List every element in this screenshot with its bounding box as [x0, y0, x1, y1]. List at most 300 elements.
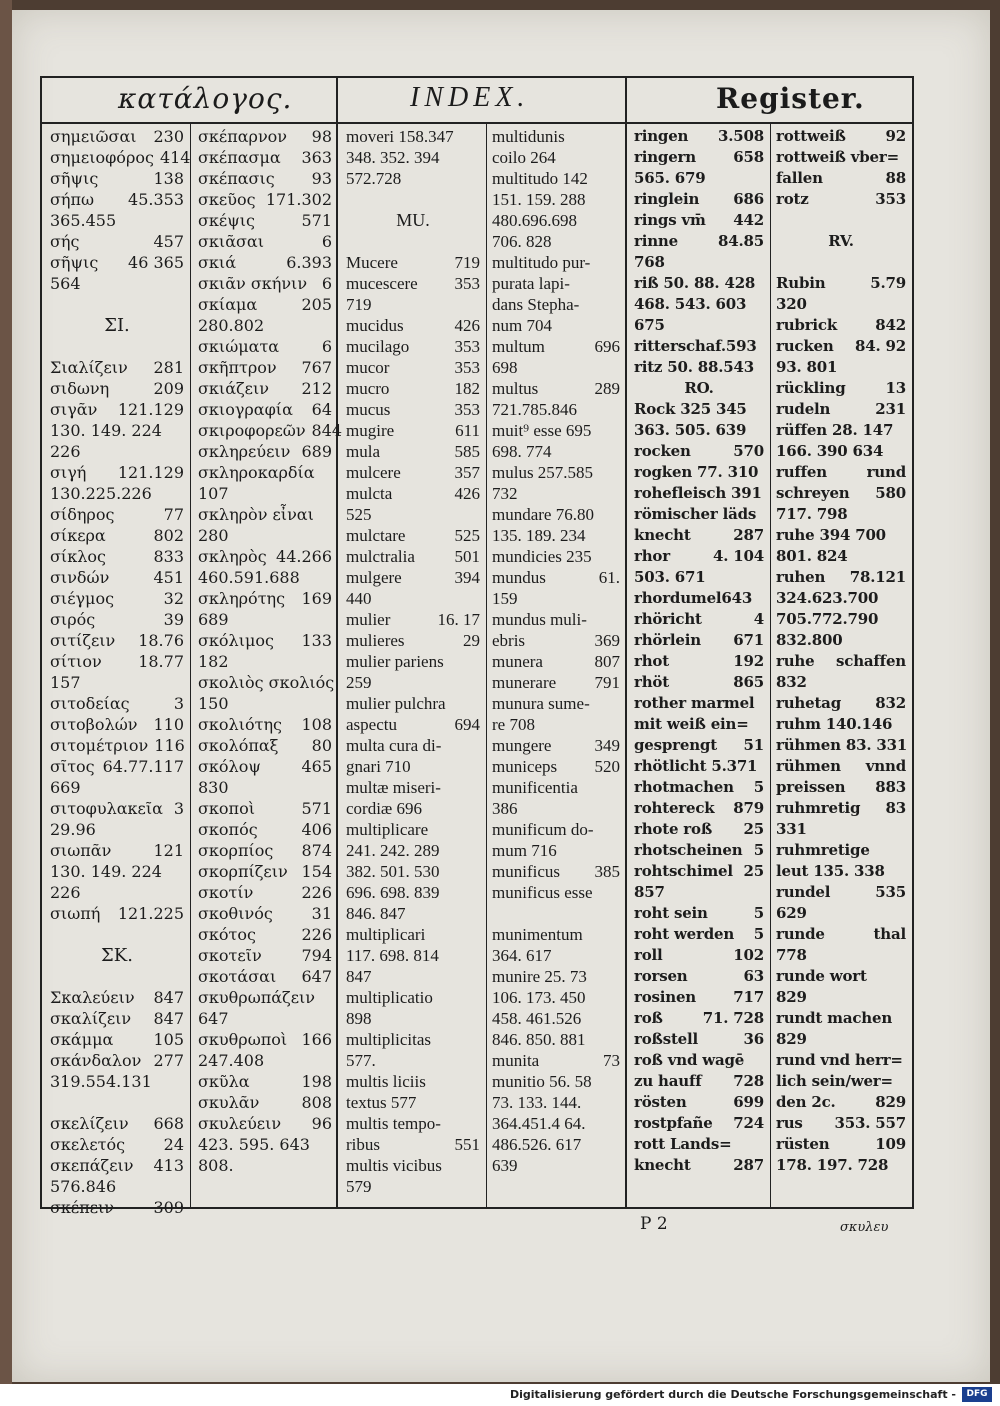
entry-term: 182	[198, 652, 229, 671]
entry-term: mulier	[346, 610, 391, 629]
index-entry	[198, 840, 332, 861]
index-entry	[492, 693, 620, 714]
entry-term: σκιάζειν	[198, 379, 269, 398]
entry-term: σκεῦος	[198, 190, 256, 209]
entry-term: σκόλοψ	[198, 757, 261, 776]
entry-term: σκιογραφία	[198, 400, 293, 419]
entry-term: MU.	[396, 210, 430, 230]
entry-pages: 847	[153, 1009, 184, 1028]
index-entry	[634, 1155, 764, 1176]
entry-pages: 694	[454, 715, 480, 734]
index-entry	[776, 651, 906, 672]
index-entry	[776, 546, 906, 567]
index-entry	[198, 1092, 332, 1113]
entry-term: munura sume-	[492, 694, 590, 713]
entry-term: 324.623.700	[776, 589, 879, 607]
index-entry	[776, 168, 906, 189]
entry-pages: 309	[153, 1198, 184, 1217]
entry-term: 440	[346, 589, 372, 608]
index-entry	[198, 273, 332, 294]
index-entry	[492, 1071, 620, 1092]
entry-pages: 166	[301, 1030, 332, 1049]
entry-pages: 457	[153, 232, 184, 251]
entry-term: σιρός	[50, 610, 96, 629]
entry-term: munificus esse	[492, 883, 593, 902]
entry-term: 157	[50, 673, 81, 692]
entry-pages: 44.266	[276, 547, 332, 566]
entry-pages: 93	[311, 169, 332, 188]
index-entry	[346, 315, 480, 336]
index-entry	[346, 483, 480, 504]
entry-term: rüsten	[776, 1135, 830, 1153]
entry-term: 151. 159. 288	[492, 190, 586, 209]
entry-pages: 84. 92	[855, 337, 906, 355]
book-edge	[0, 0, 12, 1406]
index-entry	[346, 462, 480, 483]
entry-pages: 5.79	[870, 274, 906, 292]
entry-term: 106. 173. 450	[492, 988, 586, 1007]
entry-pages: 611	[455, 421, 480, 440]
index-entry	[50, 210, 184, 231]
entry-term: Rubin	[776, 274, 826, 292]
entry-term: multiplicatio	[346, 988, 433, 1007]
index-entry	[346, 777, 480, 798]
index-entry	[776, 441, 906, 462]
index-entry	[198, 1050, 332, 1071]
index-entry	[776, 567, 906, 588]
entry-pages: 353	[454, 274, 480, 293]
index-entry	[776, 714, 906, 735]
index-entry	[492, 651, 620, 672]
entry-pages: thal	[873, 925, 906, 943]
section-heading	[50, 315, 184, 336]
entry-term: 801. 824	[776, 547, 848, 565]
entry-pages: 442	[733, 211, 764, 229]
index-entry	[346, 672, 480, 693]
index-entry	[776, 483, 906, 504]
entry-pages: 671	[733, 631, 764, 649]
entry-pages: 844	[311, 421, 343, 440]
index-entry	[50, 1113, 184, 1134]
left-border	[40, 76, 42, 1208]
entry-term: σήπω	[50, 190, 95, 209]
index-entry	[198, 945, 332, 966]
entry-term: rudeln	[776, 400, 831, 418]
index-entry	[198, 903, 332, 924]
index-entry	[634, 966, 764, 987]
entry-term: σημειοφόρος	[50, 148, 154, 167]
entry-term: σῆψις	[50, 253, 99, 272]
entry-term: munire 25. 73	[492, 967, 587, 986]
index-entry	[492, 672, 620, 693]
index-entry	[634, 987, 764, 1008]
index-entry	[198, 336, 332, 357]
index-entry	[198, 966, 332, 987]
index-entry	[50, 588, 184, 609]
index-entry	[634, 315, 764, 336]
index-entry	[50, 525, 184, 546]
index-entry	[198, 1113, 332, 1134]
index-entry	[346, 252, 480, 273]
entry-term: 166. 390 634	[776, 442, 884, 460]
entry-term: ringen	[634, 127, 689, 145]
index-entry	[346, 399, 480, 420]
index-entry	[346, 294, 480, 315]
entry-term: rückling	[776, 379, 846, 397]
index-entry	[198, 882, 332, 903]
entry-term: σκέπειν	[50, 1198, 115, 1217]
index-entry	[346, 189, 480, 210]
header-rule	[40, 122, 914, 124]
entry-term: 503. 671	[634, 568, 706, 586]
entry-term: Σιαλίζειν	[50, 358, 128, 377]
index-entry	[198, 861, 332, 882]
entry-term: mungere	[492, 736, 552, 755]
entry-term: rogken 77. 310	[634, 463, 759, 481]
entry-term: mulctare	[346, 526, 406, 545]
index-entry	[776, 819, 906, 840]
entry-term: Mucere	[346, 253, 398, 272]
entry-pages: 13	[885, 379, 906, 397]
entry-pages: 585	[454, 442, 480, 461]
index-entry	[634, 483, 764, 504]
index-entry	[776, 1008, 906, 1029]
entry-pages: 829	[875, 1093, 906, 1111]
index-entry	[492, 987, 620, 1008]
index-entry	[492, 630, 620, 651]
index-entry	[634, 525, 764, 546]
index-entry	[346, 882, 480, 903]
entry-pages: 121	[153, 841, 184, 860]
entry-term: 768	[634, 253, 665, 271]
entry-term: 717. 798	[776, 505, 848, 523]
index-entry	[198, 147, 332, 168]
entry-term: 117. 698. 814	[346, 946, 439, 965]
index-entry	[50, 189, 184, 210]
index-entry	[346, 714, 480, 735]
entry-term: 689	[198, 610, 229, 629]
entry-pages: 84.85	[718, 232, 764, 250]
entry-term: 579	[346, 1177, 372, 1196]
entry-pages: 6.393	[286, 253, 332, 272]
index-entry	[50, 273, 184, 294]
entry-term: σκυλεύειν	[198, 1114, 282, 1133]
entry-term: σκυλᾶν	[198, 1093, 260, 1112]
index-entry	[198, 714, 332, 735]
entry-term: σινδών	[50, 568, 110, 587]
index-entry	[492, 399, 620, 420]
entry-term: σκελίζειν	[50, 1114, 129, 1133]
index-entry	[198, 1029, 332, 1050]
entry-pages: 121.129	[117, 463, 184, 482]
entry-pages: 385	[594, 862, 620, 881]
column-german-1	[634, 126, 764, 1176]
entry-term: roht sein	[634, 904, 708, 922]
entry-pages: 51	[743, 736, 764, 754]
entry-term: σκέπασμα	[198, 148, 281, 167]
entry-pages: 4. 104	[713, 547, 764, 565]
entry-term: runde wort	[776, 967, 867, 985]
index-entry	[346, 588, 480, 609]
entry-pages: 64.77.117	[102, 757, 184, 776]
entry-term: mum 716	[492, 841, 557, 860]
index-entry	[492, 252, 620, 273]
entry-term: multiplicitas	[346, 1030, 431, 1049]
entry-pages: 3	[173, 694, 184, 713]
entry-term: 778	[776, 946, 807, 964]
entry-term: 73. 133. 144.	[492, 1093, 582, 1112]
index-entry	[346, 924, 480, 945]
index-entry	[198, 546, 332, 567]
index-entry	[50, 420, 184, 441]
index-entry	[634, 420, 764, 441]
entry-term: σιτοδείας	[50, 694, 130, 713]
index-entry	[346, 1008, 480, 1029]
entry-term: multis tempo-	[346, 1114, 441, 1133]
entry-pages: 5	[753, 904, 764, 922]
entry-term: rhöt	[634, 673, 669, 691]
entry-term: moveri 158.347	[346, 127, 454, 146]
entry-term: σκέπαρνον	[198, 127, 288, 146]
entry-term: σκιᾶν σκήνιν	[198, 274, 308, 293]
entry-pages: 39	[163, 610, 184, 629]
index-entry	[492, 735, 620, 756]
index-entry	[776, 378, 906, 399]
entry-term: riß 50. 88. 428	[634, 274, 756, 292]
index-entry	[492, 714, 620, 735]
index-entry	[634, 630, 764, 651]
entry-term: ruhe 394 700	[776, 526, 886, 544]
index-entry	[634, 168, 764, 189]
index-entry	[492, 1134, 620, 1155]
index-entry	[50, 840, 184, 861]
index-entry	[634, 840, 764, 861]
entry-term: 675	[634, 316, 665, 334]
entry-term: 159	[492, 589, 518, 608]
entry-term: gnari 710	[346, 757, 411, 776]
entry-term: zu hauff	[634, 1072, 702, 1090]
index-entry	[492, 882, 620, 903]
index-entry	[634, 1092, 764, 1113]
entry-term: σῆψις	[50, 169, 99, 188]
index-entry	[346, 231, 480, 252]
entry-term: 130. 149. 224	[50, 862, 162, 881]
index-entry	[776, 735, 906, 756]
entry-pages: 230	[153, 127, 184, 146]
index-entry	[492, 966, 620, 987]
index-entry	[492, 231, 620, 252]
heading-latin: INDEX.	[410, 82, 530, 113]
index-entry	[50, 546, 184, 567]
entry-term: rundel	[776, 883, 831, 901]
index-entry	[776, 588, 906, 609]
entry-term: 832.800	[776, 631, 843, 649]
index-entry	[346, 546, 480, 567]
entry-pages: 6	[321, 232, 332, 251]
entry-term: rhor	[634, 547, 670, 565]
entry-term: 241. 242. 289	[346, 841, 440, 860]
entry-pages: 570	[733, 442, 764, 460]
dfg-logo: DFG	[962, 1387, 992, 1402]
index-entry	[50, 294, 184, 315]
index-entry	[198, 777, 332, 798]
entry-pages: 501	[454, 547, 480, 566]
index-entry	[346, 798, 480, 819]
entry-pages: 64	[311, 400, 332, 419]
index-entry	[198, 168, 332, 189]
entry-term: rhotmachen	[634, 778, 734, 796]
index-entry	[492, 441, 620, 462]
entry-term: 698. 774	[492, 442, 552, 461]
entry-pages: 78.121	[849, 568, 906, 586]
entry-term: roß	[634, 1009, 663, 1027]
entry-term: mulcere	[346, 463, 401, 482]
entry-term: 639	[492, 1156, 518, 1175]
index-entry	[492, 189, 620, 210]
entry-term: σκληρὸν εἶναι	[198, 505, 314, 524]
index-entry	[50, 903, 184, 924]
entry-term: multidunis	[492, 127, 565, 146]
entry-term: runde	[776, 925, 825, 943]
entry-term: σκελετός	[50, 1135, 126, 1154]
index-entry	[50, 126, 184, 147]
entry-term: preissen	[776, 778, 846, 796]
index-entry	[492, 126, 620, 147]
index-entry	[50, 357, 184, 378]
index-entry	[776, 1092, 906, 1113]
index-entry	[50, 252, 184, 273]
entry-pages: 61.	[598, 568, 620, 587]
index-entry	[776, 294, 906, 315]
entry-term: cordiæ 696	[346, 799, 423, 818]
index-entry	[492, 609, 620, 630]
entry-term: σκῆπτρον	[198, 358, 277, 377]
entry-term: roß vnd wagē	[634, 1051, 745, 1069]
entry-term: purata lapi-	[492, 274, 570, 293]
entry-pages: 791	[594, 673, 620, 692]
entry-pages: 24	[163, 1135, 184, 1154]
index-entry	[346, 756, 480, 777]
entry-term: knecht	[634, 526, 691, 544]
index-entry	[776, 1134, 906, 1155]
entry-pages: 525	[454, 526, 480, 545]
entry-term: σῖτος	[50, 757, 95, 776]
entry-term: σκόλιμος	[198, 631, 274, 650]
index-entry	[776, 882, 906, 903]
index-entry	[198, 924, 332, 945]
index-entry	[492, 168, 620, 189]
entry-term: mulgere	[346, 568, 402, 587]
digitization-footer	[0, 1384, 1000, 1406]
index-entry	[492, 861, 620, 882]
entry-pages: 883	[875, 778, 906, 796]
entry-pages: 865	[733, 673, 764, 691]
entry-pages: 80	[311, 736, 332, 755]
entry-term: σιωπᾶν	[50, 841, 112, 860]
entry-term: 280.802	[198, 316, 265, 335]
section-heading	[346, 210, 480, 231]
entry-term: rhote roß	[634, 820, 713, 838]
entry-term: rhötlicht 5.371	[634, 757, 758, 775]
index-entry	[776, 1029, 906, 1050]
entry-pages: 205	[301, 295, 332, 314]
index-entry	[50, 378, 184, 399]
entry-pages: 102	[733, 946, 764, 964]
entry-term: mulctralia	[346, 547, 415, 566]
entry-pages: 133	[301, 631, 332, 650]
entry-pages: 138	[153, 169, 184, 188]
entry-pages: 46 365	[128, 253, 184, 272]
index-entry	[50, 651, 184, 672]
index-entry	[634, 903, 764, 924]
entry-pages: 18.76	[138, 631, 184, 650]
index-entry	[346, 966, 480, 987]
index-entry	[346, 1050, 480, 1071]
index-entry	[198, 231, 332, 252]
entry-pages: 212	[301, 379, 332, 398]
entry-term: 808.	[198, 1156, 234, 1175]
index-entry	[634, 126, 764, 147]
entry-pages: 105	[153, 1030, 184, 1049]
index-entry	[50, 1071, 184, 1092]
entry-term: σκολιὸς σκολιός	[198, 673, 335, 692]
index-entry	[50, 1008, 184, 1029]
entry-term: multus	[492, 379, 539, 398]
entry-term: 721.785.846	[492, 400, 577, 419]
entry-pages: 287	[733, 1156, 764, 1174]
catchword: σκυλευ	[840, 1220, 889, 1235]
index-entry	[776, 420, 906, 441]
entry-term: textus 577	[346, 1093, 417, 1112]
entry-pages: 842	[875, 316, 906, 334]
entry-pages: 96	[311, 1114, 332, 1133]
entry-pages: rund	[866, 463, 906, 481]
entry-term: 130. 149. 224	[50, 421, 162, 440]
index-entry	[492, 462, 620, 483]
entry-pages: 426	[454, 316, 480, 335]
entry-pages: 699	[733, 1093, 764, 1111]
index-entry	[346, 1176, 480, 1197]
entry-pages: 353	[454, 358, 480, 377]
index-entry	[492, 1029, 620, 1050]
entry-pages: 3.508	[718, 127, 764, 145]
entry-term: σκολιότης	[198, 715, 282, 734]
index-entry	[492, 525, 620, 546]
index-entry	[346, 126, 480, 147]
entry-term: rottweiß	[776, 127, 846, 145]
entry-term: 93. 801	[776, 358, 838, 376]
entry-term: 572.728	[346, 169, 402, 188]
entry-pages: 357	[454, 463, 480, 482]
index-entry	[50, 168, 184, 189]
entry-term: 696. 698. 839	[346, 883, 440, 902]
entry-term: σκιροφορεῶν	[198, 421, 306, 440]
entry-term: rhörlein	[634, 631, 701, 649]
entry-pages: 192	[733, 652, 764, 670]
index-entry	[346, 378, 480, 399]
entry-term: σκίαμα	[198, 295, 258, 314]
entry-pages: 83	[885, 799, 906, 817]
index-entry	[198, 609, 332, 630]
entry-term: 846. 850. 881	[492, 1030, 586, 1049]
entry-term: σκιᾶσαι	[198, 232, 264, 251]
entry-term: rhordumel643	[634, 589, 753, 607]
index-entry	[50, 1029, 184, 1050]
entry-pages: 414	[159, 148, 191, 167]
entry-pages: 169	[301, 589, 332, 608]
index-entry	[492, 798, 620, 819]
entry-term: dans Stepha-	[492, 295, 580, 314]
